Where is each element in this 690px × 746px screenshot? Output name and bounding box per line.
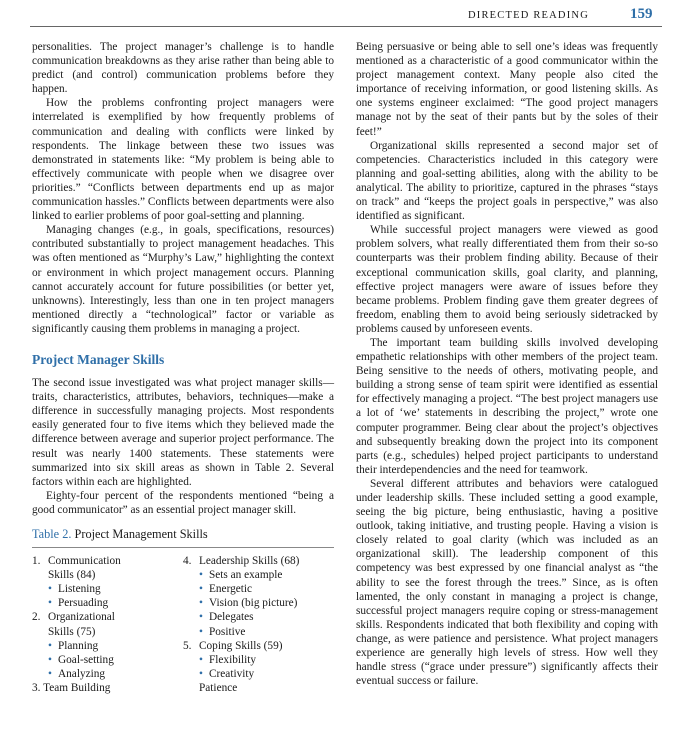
paragraph: How the problems confronting project managers were interrelated is exemplified by how frequently problems of communication and dealing with conflicts were linked by respondents. The linkage between these two issues was demonstrated in statements like: “My problem is being able to effectively communicate with people when we disagree over priorities.” “Conflicts between departments end up as major communication hassles.” Conflicts between departments were also linked to earlier problems of poor goal-setting and planning.	[32, 97, 334, 223]
running-title: DIRECTED READING	[468, 10, 589, 21]
paragraph: Several different attributes and behaviors were catalogued under leadership skills. These included setting a good example, seeing the big picture, being enthusiastic, having a positive outlook, taking initiative, and trusting people. Having a vision is closely related to goal clarity (which was included as an organizational skill). The leadership component of this competency was best expressed by one financial analyst as “the ability to see the forest through the trees.” Since, as is often lamented, the only constant in managing a project is change, successful project managers require coping or stress-management skills. Respondents indicated that both flexibility and coping with change, as were patience and persistence. What project managers experience are generally high levels of stress. How well they handle stress (“grace under pressure”) significantly affects their eventual success or failure.	[356, 477, 658, 688]
table-item-cont: Skills (84)	[48, 569, 96, 582]
bullet-icon: •	[48, 667, 52, 680]
paragraph: Being persuasive or being able to sell one’s ideas was frequently mentioned as a characteristic of a good communicator within the project management context. Many people also cited the importance of receiving information, or good listening skills. As one systems engineer exclaimed: “The good project managers manage not by the seat of their pants but by the soles of their feet!”	[356, 41, 658, 138]
skills-table	[32, 527, 334, 694]
page-number: 159	[630, 6, 653, 22]
table-subitem: • Persuading	[48, 597, 109, 610]
table-subitem: • Planning	[48, 639, 99, 652]
table-caption	[32, 527, 334, 541]
paragraph: Organizational skills represented a second major set of competencies. Characteristics included in this category were planning and goal-setting abilities, along with the ability to be analytical. The ability to prioritize, captured in the phrases “stays on track” and “keeps the project goals in perspective,” was also identified as significant.	[356, 139, 658, 223]
bullet-icon: •	[199, 653, 203, 666]
bullet-icon: •	[199, 597, 203, 610]
table-item-cont: Skills (75)	[48, 625, 96, 638]
bullet-icon: •	[48, 597, 52, 610]
bullet-icon: •	[199, 611, 203, 624]
paragraph: The important team building skills involved developing empathetic relationships with other members of the project team. Being sensitive to the needs of others, motivating people, and building a strong sense of team spirit were identified as essential for effectively managing a project. “The best project managers use a lot of ‘we’ statements in describing the project,” wrote one computer programmer. Being clear about the project’s objectives and subsequently breaking down the project into its component parts (e.g., schedules) helped project participants to understand their interdependencies and the need for teamwork.	[356, 336, 658, 476]
table-item: 2. Organizational	[32, 611, 115, 624]
bullet-icon: •	[199, 569, 203, 582]
table-subitem: • Creativity	[199, 667, 255, 680]
table-subitem: • Goal-setting	[48, 653, 114, 666]
table-item: 5. Coping Skills (59)	[183, 639, 283, 652]
bullet-icon: •	[199, 667, 203, 680]
paragraph: Eighty-four percent of the respondents mentioned “being a good communicator” as an essential project manager skill.	[32, 489, 334, 516]
paragraph: The second issue investigated was what project manager skills—traits, characteristics, attributes, behaviors, techniques—make a difference in successfully managing projects. Most respondents easily generated four to five items which they believed made the difference between average and superior project performance. The result was nearly 1400 statements. These statements were summarized into six skill areas as shown in Table 2. Several factors within each are highlighted.	[32, 377, 334, 488]
table-subitem: • Analyzing	[48, 667, 106, 680]
table-subitem: • Listening	[48, 583, 101, 596]
header-rule	[30, 26, 662, 27]
table-subitem: • Energetic	[199, 583, 253, 596]
right-column	[356, 40, 658, 688]
table-subitem-clipped: Patience	[199, 681, 238, 694]
table-column-left	[32, 554, 183, 694]
table-subitem: • Delegates	[199, 611, 254, 624]
section-heading: Project Manager Skills	[32, 351, 165, 367]
table-item-clipped: 3. Team Building	[32, 681, 111, 694]
table-subitem: • Positive	[199, 625, 246, 638]
table-rule	[32, 547, 334, 548]
table-column-right	[183, 554, 334, 694]
bullet-icon: •	[199, 625, 203, 638]
paragraph: While successful project managers were viewed as good problem solvers, what really differentiated them from their so-so counterparts was their problem finding ability. Because of their exceptional communication skills, goal clarity, and planning, effective project managers were aware of issues before they became problems. Problem finding gave them greater degrees of freedom, enabling them to avoid being seriously sidetracked by problems caused by unforeseen events.	[356, 224, 658, 335]
paragraph: personalities. The project manager’s challenge is to handle communication breakdowns as they arise rather than being able to predict (and control) communication problems before they happen.	[32, 41, 334, 96]
bullet-icon: •	[48, 653, 52, 666]
left-column	[32, 40, 334, 694]
table-subitem: • Sets an example	[199, 569, 283, 582]
bullet-icon: •	[199, 583, 203, 596]
bullet-icon: •	[48, 583, 52, 596]
paragraph: Managing changes (e.g., in goals, specifications, resources) contributed substantially to project management headaches. This was often mentioned as “Murphy’s Law,” highlighting the context or environment in which project management occurs. Planning cannot accurately account for future possibilities (or better yet, unknowns). Interestingly, less than one in ten project managers mentioned directly a “technological” factor or variable as significantly causing them problems in managing a project.	[32, 224, 334, 335]
table-item: 1. Communication	[32, 555, 121, 568]
table-title: Project Management Skills	[74, 527, 208, 541]
table-subitem: • Flexibility	[199, 653, 257, 666]
table-item: 4. Leadership Skills (68)	[183, 555, 300, 568]
bullet-icon: •	[48, 639, 52, 652]
table-subitem: • Vision (big picture)	[199, 597, 298, 610]
table-label: Table 2.	[32, 527, 72, 541]
